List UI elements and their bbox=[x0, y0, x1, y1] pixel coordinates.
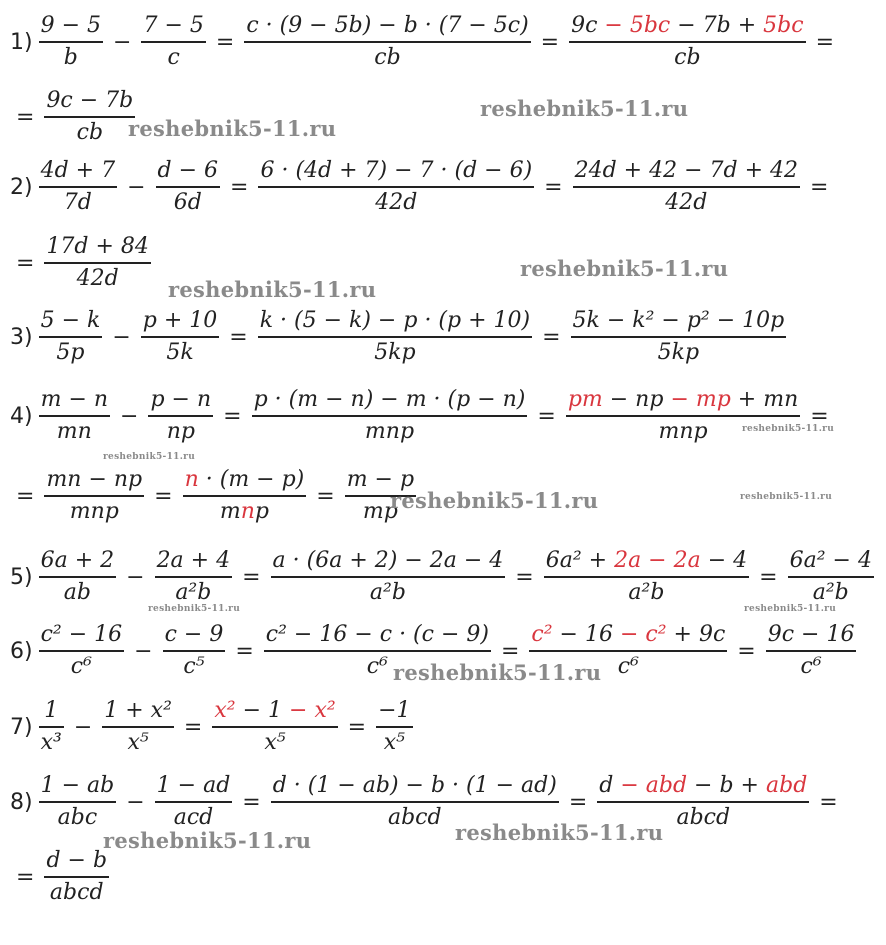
numerator bbox=[252, 385, 528, 415]
denominator bbox=[75, 118, 105, 148]
denominator bbox=[164, 338, 195, 368]
fraction bbox=[44, 232, 151, 294]
operator: − bbox=[112, 324, 131, 350]
fraction bbox=[155, 546, 233, 608]
highlighted-term: − c² bbox=[619, 622, 667, 648]
numerator bbox=[376, 696, 412, 726]
equation-line bbox=[10, 152, 834, 222]
denominator bbox=[48, 878, 106, 908]
denominator bbox=[56, 803, 100, 833]
watermark: reshebnik5-11.ru bbox=[455, 820, 664, 845]
math-text: −1 bbox=[378, 698, 411, 724]
denominator bbox=[372, 43, 402, 73]
watermark: reshebnik5-11.ru bbox=[480, 96, 689, 121]
numerator bbox=[39, 620, 125, 650]
highlighted-term: − mp bbox=[670, 387, 731, 413]
fraction bbox=[39, 385, 110, 447]
math-text: abcd bbox=[676, 804, 731, 830]
numerator bbox=[42, 696, 60, 726]
math-text: m bbox=[219, 498, 241, 524]
operator: = bbox=[737, 638, 756, 664]
denominator bbox=[165, 417, 197, 447]
math-text: 5kp bbox=[657, 339, 700, 365]
math-text: 9 − 5 bbox=[40, 13, 102, 39]
math-text: 6a² − 4 bbox=[789, 548, 872, 574]
math-text: 1 − ab bbox=[40, 773, 115, 799]
numerator bbox=[39, 771, 117, 801]
math-text: p − n bbox=[150, 387, 212, 413]
math-text: 6 · (4d + 7) − 7 · (d − 6) bbox=[260, 158, 533, 184]
fraction bbox=[148, 385, 213, 447]
denominator bbox=[663, 188, 709, 218]
fraction bbox=[544, 546, 749, 608]
operator: = bbox=[223, 403, 242, 429]
operator: = bbox=[16, 864, 35, 890]
watermark: reshebnik5-11.ru bbox=[742, 424, 835, 434]
operator: = bbox=[16, 250, 35, 276]
denominator bbox=[799, 652, 824, 682]
math-text: p bbox=[254, 498, 269, 524]
numerator bbox=[44, 846, 109, 876]
operator: = bbox=[242, 789, 261, 815]
numerator bbox=[788, 546, 874, 576]
math-text: 1 − ad bbox=[156, 773, 231, 799]
operator: − bbox=[126, 789, 145, 815]
denominator bbox=[368, 578, 408, 608]
highlighted-term: abd bbox=[766, 773, 808, 799]
math-text: mn − np bbox=[46, 467, 143, 493]
denominator bbox=[674, 803, 732, 833]
watermark: reshebnik5-11.ru bbox=[393, 660, 602, 685]
operator: − bbox=[127, 174, 146, 200]
math-text: c⁶ bbox=[70, 653, 92, 679]
watermark: reshebnik5-11.ru bbox=[168, 277, 377, 302]
watermark: reshebnik5-11.ru bbox=[103, 452, 196, 462]
operator: = bbox=[515, 564, 534, 590]
highlighted-term: x² bbox=[214, 698, 236, 724]
denominator bbox=[55, 417, 94, 447]
highlighted-term: 5bc bbox=[763, 13, 804, 39]
equation-line bbox=[10, 461, 420, 531]
watermark: reshebnik5-11.ru bbox=[103, 828, 312, 853]
math-text: 5 − k bbox=[40, 308, 101, 334]
math-text: 17d + 84 bbox=[46, 234, 149, 260]
math-text: − np bbox=[602, 387, 671, 413]
math-text: − 1 bbox=[235, 698, 290, 724]
denominator bbox=[166, 43, 182, 73]
fraction bbox=[252, 385, 528, 447]
math-text: x³ bbox=[40, 729, 62, 755]
math-text: d · (1 − ab) − b · (1 − ad) bbox=[272, 773, 557, 799]
watermark: reshebnik5-11.ru bbox=[740, 492, 833, 502]
fraction bbox=[44, 86, 135, 148]
operator: = bbox=[229, 324, 248, 350]
math-text: x⁵ bbox=[264, 729, 286, 755]
denominator bbox=[75, 264, 121, 294]
math-text: m − n bbox=[40, 387, 109, 413]
denominator bbox=[365, 652, 390, 682]
numerator bbox=[39, 546, 117, 576]
operator: − bbox=[73, 714, 93, 740]
equation-line bbox=[10, 82, 139, 152]
denominator bbox=[262, 728, 287, 758]
operator: − bbox=[134, 638, 153, 664]
math-text: 9c − 16 bbox=[767, 622, 855, 648]
operator: = bbox=[542, 324, 561, 350]
fraction bbox=[39, 620, 125, 682]
math-text: 24d + 42 − 7d + 42 bbox=[574, 158, 799, 184]
highlighted-term: n bbox=[240, 498, 255, 524]
fraction bbox=[212, 696, 337, 758]
highlighted-term: − abd bbox=[620, 773, 688, 799]
numerator bbox=[569, 11, 805, 41]
math-text: 9c bbox=[571, 13, 605, 39]
fraction bbox=[141, 11, 205, 73]
math-text: 1 + x² bbox=[104, 698, 172, 724]
highlighted-term: c² bbox=[531, 622, 553, 648]
operator: = bbox=[500, 638, 520, 664]
operator: − bbox=[113, 29, 132, 55]
numerator bbox=[597, 771, 809, 801]
numerator bbox=[183, 465, 307, 495]
math-text: cb bbox=[374, 44, 401, 70]
math-text: 5p bbox=[56, 339, 85, 365]
numerator bbox=[44, 86, 135, 116]
math-text: c⁶ bbox=[366, 653, 388, 679]
math-text: 5k bbox=[166, 339, 194, 365]
numerator bbox=[39, 385, 110, 415]
operator: = bbox=[242, 564, 261, 590]
numerator bbox=[571, 306, 787, 336]
equation-line bbox=[10, 842, 113, 912]
math-text: 42d bbox=[76, 265, 119, 291]
math-text: 5k − k² − p² − 10p bbox=[572, 308, 785, 334]
fraction bbox=[44, 846, 109, 908]
math-text: 6a² + bbox=[545, 548, 615, 574]
equation-line bbox=[10, 302, 790, 372]
denominator bbox=[39, 728, 64, 758]
fraction bbox=[766, 620, 857, 682]
operator: = bbox=[810, 174, 829, 200]
math-text: 42d bbox=[375, 189, 418, 215]
numerator bbox=[156, 156, 221, 186]
denominator bbox=[373, 188, 419, 218]
fraction bbox=[571, 306, 787, 368]
numerator bbox=[212, 696, 337, 726]
fraction bbox=[788, 546, 874, 608]
numerator bbox=[44, 232, 151, 262]
watermark: reshebnik5-11.ru bbox=[520, 256, 729, 281]
fraction bbox=[376, 696, 412, 758]
watermark: reshebnik5-11.ru bbox=[744, 604, 837, 614]
math-text: 4d + 7 bbox=[40, 158, 116, 184]
math-text: a · (6a + 2) − 2a − 4 bbox=[272, 548, 504, 574]
operator: = bbox=[347, 714, 367, 740]
math-text: − 4 bbox=[700, 548, 748, 574]
fraction bbox=[271, 546, 506, 608]
problem-number: 5) bbox=[10, 564, 33, 590]
operator: = bbox=[810, 403, 829, 429]
operator: = bbox=[235, 638, 254, 664]
denominator bbox=[363, 417, 416, 447]
operator: = bbox=[815, 29, 835, 55]
math-text: np bbox=[166, 418, 195, 444]
math-text: p · (m − n) − m · (p − n) bbox=[253, 387, 526, 413]
math-text: mn bbox=[56, 418, 92, 444]
fraction bbox=[39, 696, 64, 758]
operator: = bbox=[230, 174, 249, 200]
fraction bbox=[566, 385, 800, 447]
denominator bbox=[656, 417, 709, 447]
math-text: a²b bbox=[369, 579, 406, 605]
math-text: b bbox=[63, 44, 78, 70]
math-text: − 16 bbox=[552, 622, 620, 648]
operator: = bbox=[316, 483, 335, 509]
numerator bbox=[148, 385, 213, 415]
problem-number: 6) bbox=[10, 638, 33, 664]
math-text: c² − 16 bbox=[40, 622, 123, 648]
fraction bbox=[155, 771, 233, 833]
equation-line bbox=[10, 381, 835, 451]
denominator bbox=[62, 578, 93, 608]
fraction bbox=[258, 306, 532, 368]
math-text: c⁵ bbox=[183, 653, 205, 679]
problem-number: 4) bbox=[10, 403, 33, 429]
fraction bbox=[183, 465, 307, 527]
math-text: + mn bbox=[730, 387, 799, 413]
math-text: + 9c bbox=[666, 622, 726, 648]
math-text: 7d bbox=[63, 189, 92, 215]
math-text: mnp bbox=[658, 418, 708, 444]
math-text: 9c − 7b bbox=[46, 88, 134, 114]
denominator bbox=[218, 497, 271, 527]
numerator bbox=[155, 771, 233, 801]
numerator bbox=[39, 306, 103, 336]
numerator bbox=[573, 156, 800, 186]
numerator bbox=[141, 11, 205, 41]
problem-number: 8) bbox=[10, 789, 33, 815]
numerator bbox=[39, 156, 118, 186]
operator: = bbox=[16, 104, 35, 130]
highlighted-term: − x² bbox=[289, 698, 336, 724]
operator: = bbox=[183, 714, 203, 740]
math-text: mnp bbox=[69, 498, 119, 524]
denominator bbox=[181, 652, 206, 682]
highlighted-term: pm bbox=[567, 387, 603, 413]
problem-number: 3) bbox=[10, 324, 33, 350]
math-text: mp bbox=[362, 498, 398, 524]
fraction bbox=[39, 306, 103, 368]
fraction bbox=[39, 156, 118, 218]
math-text: cb bbox=[674, 44, 701, 70]
math-text: 7 − 5 bbox=[143, 13, 204, 39]
equation-line bbox=[10, 228, 155, 298]
operator: = bbox=[540, 29, 560, 55]
equation-line bbox=[10, 767, 844, 837]
denominator bbox=[68, 497, 121, 527]
math-text: a²b bbox=[628, 579, 665, 605]
highlighted-term: − 5bc bbox=[604, 13, 671, 39]
math-text: abc bbox=[57, 804, 98, 830]
fraction bbox=[39, 11, 103, 73]
fraction bbox=[573, 156, 800, 218]
math-text: 2a + 4 bbox=[156, 548, 231, 574]
denominator bbox=[626, 578, 666, 608]
operator: = bbox=[819, 789, 838, 815]
operator: − bbox=[126, 564, 145, 590]
math-text: 42d bbox=[665, 189, 708, 215]
math-text: c⁶ bbox=[800, 653, 822, 679]
denominator bbox=[62, 188, 94, 218]
equation-line bbox=[10, 7, 840, 77]
numerator bbox=[766, 620, 857, 650]
math-text: p + 10 bbox=[142, 308, 218, 334]
denominator bbox=[62, 43, 80, 73]
numerator bbox=[271, 771, 559, 801]
operator: = bbox=[759, 564, 778, 590]
math-text: c − 9 bbox=[164, 622, 224, 648]
denominator bbox=[172, 188, 204, 218]
math-text: x⁵ bbox=[127, 729, 149, 755]
watermark: reshebnik5-11.ru bbox=[148, 604, 241, 614]
numerator bbox=[163, 620, 226, 650]
equation-line bbox=[10, 692, 417, 762]
denominator bbox=[69, 652, 94, 682]
operator: = bbox=[568, 789, 588, 815]
problem-number: 1) bbox=[10, 29, 33, 55]
numerator bbox=[258, 156, 534, 186]
watermark: reshebnik5-11.ru bbox=[390, 488, 599, 513]
fraction bbox=[569, 11, 805, 73]
math-text: − 7b + bbox=[670, 13, 764, 39]
operator: = bbox=[16, 483, 35, 509]
operator: = bbox=[215, 29, 235, 55]
math-text: k · (5 − k) − p · (p + 10) bbox=[259, 308, 531, 334]
math-text: m − p bbox=[346, 467, 415, 493]
numerator bbox=[44, 465, 144, 495]
math-text: 5kp bbox=[374, 339, 416, 365]
math-text: · (m − p) bbox=[198, 467, 305, 493]
numerator bbox=[102, 696, 174, 726]
operator: = bbox=[537, 403, 556, 429]
math-text: cb bbox=[76, 119, 104, 145]
highlighted-term: 2a − 2a bbox=[614, 548, 701, 574]
math-text: 1 bbox=[44, 698, 59, 724]
numerator bbox=[244, 11, 530, 41]
numerator bbox=[39, 11, 103, 41]
denominator bbox=[616, 652, 641, 682]
math-text: 6a + 2 bbox=[40, 548, 115, 574]
operator: = bbox=[544, 174, 563, 200]
fraction bbox=[102, 696, 174, 758]
denominator bbox=[672, 43, 702, 73]
math-text: a²b bbox=[812, 579, 849, 605]
denominator bbox=[54, 338, 86, 368]
math-text: abcd bbox=[49, 879, 104, 905]
math-text: d − 6 bbox=[157, 158, 219, 184]
denominator bbox=[382, 728, 407, 758]
numerator bbox=[566, 385, 800, 415]
fraction bbox=[39, 771, 117, 833]
fraction bbox=[244, 11, 530, 73]
problem-number: 2) bbox=[10, 174, 33, 200]
highlighted-term: n bbox=[184, 467, 199, 493]
math-text: abcd bbox=[387, 804, 442, 830]
math-text: c · (9 − 5b) − b · (7 − 5c) bbox=[246, 13, 529, 39]
math-text: 6d bbox=[173, 189, 202, 215]
operator: − bbox=[120, 403, 139, 429]
problem-number: 7) bbox=[10, 714, 33, 740]
math-text: c² − 16 − c · (c − 9) bbox=[265, 622, 489, 648]
denominator bbox=[656, 338, 701, 368]
denominator bbox=[386, 803, 444, 833]
math-text: ab bbox=[63, 579, 91, 605]
math-text: c bbox=[167, 44, 180, 70]
numerator bbox=[264, 620, 491, 650]
math-text: a²b bbox=[175, 579, 212, 605]
numerator bbox=[258, 306, 532, 336]
math-text: d bbox=[599, 773, 621, 799]
denominator bbox=[125, 728, 150, 758]
fraction bbox=[39, 546, 117, 608]
numerator bbox=[271, 546, 506, 576]
numerator bbox=[529, 620, 727, 650]
fraction bbox=[163, 620, 226, 682]
numerator bbox=[141, 306, 220, 336]
numerator bbox=[155, 546, 233, 576]
denominator bbox=[372, 338, 417, 368]
fraction bbox=[156, 156, 221, 218]
math-text: c⁶ bbox=[617, 653, 639, 679]
equation-line bbox=[10, 542, 878, 612]
fraction bbox=[141, 306, 220, 368]
math-text: x⁵ bbox=[383, 729, 405, 755]
operator: = bbox=[154, 483, 173, 509]
math-text: mnp bbox=[364, 418, 415, 444]
watermark: reshebnik5-11.ru bbox=[128, 116, 337, 141]
math-text: − b + bbox=[687, 773, 766, 799]
numerator bbox=[544, 546, 749, 576]
math-text: acd bbox=[173, 804, 214, 830]
math-text: d − b bbox=[46, 848, 108, 874]
fraction bbox=[44, 465, 144, 527]
fraction bbox=[258, 156, 534, 218]
